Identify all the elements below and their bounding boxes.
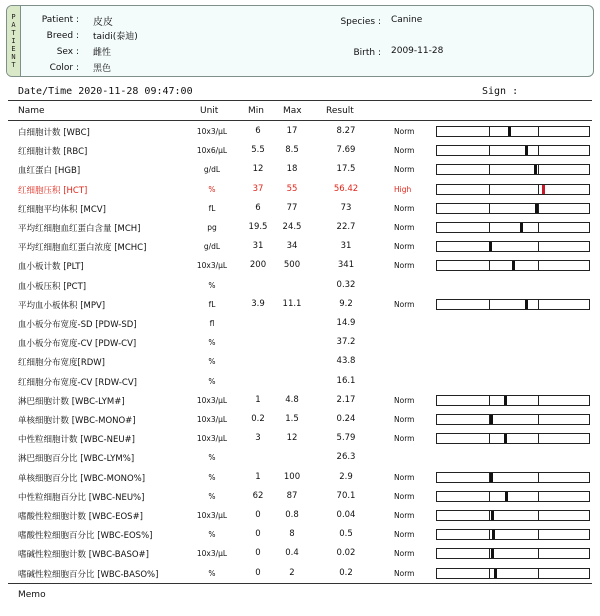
species-label: Species : <box>340 17 381 27</box>
color-label: Color : <box>49 63 79 73</box>
cell-name: 嗜碱性粒细胞计数 [WBC-BASO#] <box>18 550 149 561</box>
cell-flag: Norm <box>394 146 415 156</box>
range-divider <box>538 242 539 251</box>
cell-name: 红细胞平均体积 [MCV] <box>18 204 106 215</box>
col-name: Name <box>18 106 45 116</box>
range-divider <box>489 434 490 443</box>
cell-result: 70.1 <box>336 490 356 501</box>
cell-name: 白细胞计数 [WBC] <box>18 128 90 138</box>
cell-result: 14.9 <box>336 318 356 328</box>
col-max: Max <box>283 106 302 116</box>
table-row <box>8 373 592 392</box>
report-datetime: Date/Time 2020-11-28 09:47:00 <box>18 86 193 97</box>
cell-flag: Norm <box>394 415 415 424</box>
birth-label: Birth : <box>353 48 381 58</box>
result-marker <box>535 204 538 213</box>
cell-result: 9.2 <box>339 298 353 309</box>
cell-min: 31 <box>252 241 264 252</box>
sign-label: Sign : <box>482 86 519 97</box>
result-marker <box>491 511 494 520</box>
sex-label: Sex : <box>56 47 79 57</box>
table-row <box>8 545 592 564</box>
cell-flag: Norm <box>394 395 415 405</box>
range-bar <box>436 491 590 502</box>
cell-unit: % <box>208 376 216 386</box>
patient-tab-letter: I <box>11 37 16 45</box>
breed-label: Breed : <box>46 31 79 41</box>
cell-flag: Norm <box>394 549 415 559</box>
result-marker <box>512 261 515 270</box>
cell-unit: fl <box>209 319 215 328</box>
cell-unit: % <box>208 530 216 540</box>
cell-min: 37 <box>252 183 264 194</box>
range-bar <box>436 222 590 233</box>
cell-unit: 10x3/μL <box>196 261 228 271</box>
range-divider <box>538 261 539 270</box>
cell-flag: Norm <box>394 165 415 175</box>
range-divider <box>538 185 539 194</box>
table-row <box>8 334 592 353</box>
range-divider <box>489 127 490 136</box>
range-bar <box>436 414 590 425</box>
patient-tab-letter: P <box>11 13 16 21</box>
patient-tab-letter: N <box>11 53 16 61</box>
cell-max: 8.5 <box>285 145 299 156</box>
cell-name: 淋巴细胞百分比 [WBC-LYM%] <box>18 454 135 465</box>
range-divider <box>489 300 490 309</box>
table-row <box>8 526 592 545</box>
table-row <box>8 123 592 142</box>
patient-tab <box>7 6 21 76</box>
cell-name: 红细胞计数 [RBC] <box>18 147 88 158</box>
cell-max: 18 <box>286 164 298 175</box>
cell-min: 6 <box>255 126 261 136</box>
range-divider <box>538 511 539 520</box>
range-divider <box>489 165 490 174</box>
range-bar <box>436 548 590 559</box>
cell-unit: % <box>208 472 216 482</box>
table-row <box>8 257 592 276</box>
range-bar <box>436 260 590 271</box>
range-divider <box>538 300 539 309</box>
result-marker <box>534 165 537 174</box>
result-marker <box>520 223 523 232</box>
cell-flag: Norm <box>394 203 415 213</box>
result-marker <box>490 473 493 482</box>
result-marker <box>525 146 528 155</box>
cell-max: 0.4 <box>285 548 299 559</box>
range-divider <box>538 569 539 578</box>
cell-flag: Norm <box>394 491 415 501</box>
table-row <box>8 181 592 200</box>
cell-unit: fL <box>208 299 216 309</box>
patient-value: 皮皮 <box>93 17 113 28</box>
table-row <box>8 219 592 238</box>
range-bar <box>436 126 590 137</box>
cell-unit: pg <box>207 223 217 232</box>
cell-result: 0.32 <box>336 279 356 290</box>
cell-name: 平均红细胞血红蛋白浓度 [MCHC] <box>18 243 147 254</box>
range-divider <box>538 146 539 155</box>
result-marker <box>542 185 545 194</box>
range-divider <box>538 415 539 424</box>
cell-result: 26.3 <box>336 452 356 463</box>
cell-unit: % <box>208 338 216 348</box>
result-marker <box>505 492 508 501</box>
cell-min: 1 <box>255 471 261 482</box>
table-row <box>8 411 592 430</box>
cell-min: 1 <box>255 394 261 405</box>
cell-name: 嗜酸性粒细胞百分比 [WBC-EOS%] <box>18 531 153 542</box>
range-divider <box>489 511 490 520</box>
cell-flag: Norm <box>394 568 415 578</box>
result-marker <box>491 549 494 558</box>
range-divider <box>489 261 490 270</box>
cell-result: 7.69 <box>336 145 356 156</box>
cell-result: 43.8 <box>336 356 356 367</box>
cell-flag: Norm <box>394 511 415 520</box>
cell-result: 2.9 <box>339 471 353 482</box>
cell-name: 红细胞压积 [HCT] <box>18 185 88 196</box>
cell-flag: Norm <box>394 434 415 444</box>
table-row <box>8 430 592 449</box>
result-marker <box>508 127 511 136</box>
cell-result: 31 <box>340 241 352 252</box>
range-divider <box>538 223 539 232</box>
cell-result: 73 <box>340 202 352 213</box>
range-bar <box>436 164 590 175</box>
patient-tab-letter: T <box>11 61 16 69</box>
sex-value: 雌性 <box>93 48 112 58</box>
range-bar <box>436 472 590 483</box>
result-marker <box>504 396 507 405</box>
cell-max: 500 <box>283 260 301 271</box>
breed-value: taidi(泰迪) <box>93 32 138 42</box>
cell-max: 77 <box>286 202 298 213</box>
cell-min: 0 <box>255 510 261 520</box>
species-value: Canine <box>391 15 423 25</box>
cell-result: 8.27 <box>336 126 356 136</box>
table-row <box>8 238 592 257</box>
range-divider <box>489 549 490 558</box>
cell-flag: Norm <box>394 299 415 309</box>
columns-divider <box>8 120 592 121</box>
cell-result: 16.1 <box>336 375 356 386</box>
table-row <box>8 142 592 161</box>
cell-max: 1.5 <box>285 414 299 424</box>
result-marker <box>492 530 495 539</box>
cell-result: 37.2 <box>336 337 356 348</box>
cell-min: 200 <box>249 260 267 271</box>
memo-label: Memo <box>18 590 46 600</box>
patient-tab-letter: E <box>11 45 16 53</box>
cell-unit: 10x3/μL <box>196 395 228 405</box>
range-divider <box>489 204 490 213</box>
cell-name: 单核细胞计数 [WBC-MONO#] <box>18 416 136 426</box>
range-divider <box>489 530 490 539</box>
cell-result: 17.5 <box>336 164 356 175</box>
cell-flag: Norm <box>394 127 415 136</box>
cell-min: 0 <box>255 567 261 578</box>
cell-unit: 10x3/μL <box>196 415 228 424</box>
table-row <box>8 315 592 334</box>
patient-info-panel <box>6 5 594 77</box>
range-divider <box>489 569 490 578</box>
table-row <box>8 469 592 488</box>
table-row <box>8 449 592 468</box>
cell-result: 0.02 <box>336 548 356 559</box>
range-bar <box>436 433 590 444</box>
cell-flag: Norm <box>394 223 415 232</box>
table-row <box>8 392 592 411</box>
cell-name: 血小板分布宽度-SD [PDW-SD] <box>18 320 137 330</box>
patient-tab-letter: T <box>11 29 16 37</box>
cell-result: 0.2 <box>339 567 353 578</box>
cell-min: 62 <box>252 490 264 501</box>
col-result: Result <box>326 106 354 116</box>
cell-max: 24.5 <box>282 222 302 232</box>
cell-name: 嗜碱性粒细胞百分比 [WBC-BASO%] <box>18 569 159 580</box>
cell-name: 嗜酸性粒细胞计数 [WBC-EOS#] <box>18 512 144 522</box>
range-divider <box>489 396 490 405</box>
birth-value: 2009-11-28 <box>391 46 444 56</box>
cell-name: 平均红细胞血红蛋白含量 [MCH] <box>18 224 141 234</box>
cell-min: 3 <box>255 433 261 444</box>
cell-flag: Norm <box>394 472 415 482</box>
cell-unit: 10x3/μL <box>196 127 228 136</box>
cell-result: 56.42 <box>333 183 359 194</box>
table-row <box>8 353 592 372</box>
cell-result: 0.5 <box>339 529 353 540</box>
table-row <box>8 488 592 507</box>
cell-min: 0 <box>255 529 261 540</box>
cell-max: 4.8 <box>285 394 299 405</box>
result-marker <box>525 300 528 309</box>
cell-max: 0.8 <box>285 510 299 520</box>
cell-unit: % <box>208 453 216 463</box>
cell-flag: High <box>394 184 412 194</box>
cell-result: 2.17 <box>336 394 356 405</box>
color-value: 黑色 <box>93 64 112 74</box>
range-bar <box>436 184 590 195</box>
cell-unit: % <box>208 184 216 194</box>
range-divider <box>538 473 539 482</box>
cell-name: 血小板压积 [PCT] <box>18 281 87 292</box>
cell-min: 0.2 <box>251 414 265 424</box>
cell-max: 34 <box>286 241 298 252</box>
cell-result: 5.79 <box>336 433 356 444</box>
cell-unit: 10x3/μL <box>196 549 228 559</box>
cell-min: 3.9 <box>251 298 265 309</box>
cell-name: 中性粒细胞百分比 [WBC-NEU%] <box>18 492 145 503</box>
range-divider <box>538 127 539 136</box>
range-divider <box>538 396 539 405</box>
cell-name: 红细胞分布宽度-CV [RDW-CV] <box>18 377 137 388</box>
cell-min: 5.5 <box>251 145 265 156</box>
table-row <box>8 507 592 526</box>
cell-unit: % <box>208 357 216 367</box>
cell-name: 平均血小板体积 [MPV] <box>18 300 106 311</box>
cell-unit: % <box>208 491 216 501</box>
cell-max: 11.1 <box>282 298 302 309</box>
range-divider <box>489 492 490 501</box>
range-divider <box>489 223 490 232</box>
range-divider <box>538 530 539 539</box>
range-bar <box>436 529 590 540</box>
cell-name: 血小板分布宽度-CV [PDW-CV] <box>18 339 137 350</box>
range-bar <box>436 568 590 579</box>
cell-min: 19.5 <box>248 222 268 232</box>
cell-name: 单核细胞百分比 [WBC-MONO%] <box>18 473 146 484</box>
cell-name: 血红蛋白 [HGB] <box>18 166 81 177</box>
range-bar <box>436 510 590 521</box>
range-bar <box>436 241 590 252</box>
header-divider <box>8 100 592 101</box>
cell-unit: fL <box>208 203 216 213</box>
cell-name: 淋巴细胞计数 [WBC-LYM#] <box>18 396 125 407</box>
cell-name: 红细胞分布宽度[RDW] <box>18 358 105 369</box>
range-divider <box>538 165 539 174</box>
cell-unit: % <box>208 568 216 578</box>
cell-max: 55 <box>286 183 298 194</box>
range-divider <box>538 549 539 558</box>
cell-name: 血小板计数 [PLT] <box>18 262 84 273</box>
cell-result: 0.04 <box>336 510 356 520</box>
result-marker <box>504 434 507 443</box>
cell-max: 17 <box>286 126 298 136</box>
range-bar <box>436 145 590 156</box>
cell-min: 0 <box>255 548 261 559</box>
range-bar <box>436 203 590 214</box>
cell-unit: % <box>208 280 216 290</box>
range-bar <box>436 395 590 406</box>
result-marker <box>490 415 493 424</box>
cell-result: 22.7 <box>336 222 356 232</box>
table-row <box>8 200 592 219</box>
cell-unit: 10x3/μL <box>196 511 228 520</box>
patient-label: Patient : <box>41 15 79 25</box>
table-row <box>8 161 592 180</box>
cell-result: 341 <box>337 260 355 271</box>
cell-name: 中性粒细胞计数 [WBC-NEU#] <box>18 435 135 446</box>
table-row <box>8 296 592 315</box>
cell-unit: 10x3/μL <box>196 434 228 444</box>
cell-min: 6 <box>255 202 261 213</box>
result-marker <box>489 242 492 251</box>
cell-flag: Norm <box>394 530 415 540</box>
table-row <box>8 565 592 584</box>
range-divider <box>489 185 490 194</box>
range-bar <box>436 299 590 310</box>
table-row <box>8 277 592 296</box>
cell-result: 0.24 <box>336 414 356 424</box>
range-divider <box>538 492 539 501</box>
cell-max: 100 <box>283 471 301 482</box>
cell-max: 87 <box>286 490 298 501</box>
col-min: Min <box>248 106 264 116</box>
cell-max: 2 <box>289 567 295 578</box>
range-divider <box>489 146 490 155</box>
range-divider <box>538 204 539 213</box>
patient-tab-letter: A <box>11 21 16 29</box>
col-unit: Unit <box>200 106 219 116</box>
range-divider <box>538 434 539 443</box>
cell-min: 12 <box>252 164 264 175</box>
memo-divider <box>8 583 592 584</box>
result-marker <box>494 569 497 578</box>
cell-unit: g/dL <box>203 242 221 252</box>
cell-unit: g/dL <box>203 165 221 175</box>
cell-flag: Norm <box>394 261 415 271</box>
cell-flag: Norm <box>394 242 415 252</box>
cell-unit: 10x6/μL <box>196 146 228 156</box>
cell-max: 12 <box>286 433 298 444</box>
cell-max: 8 <box>289 529 295 540</box>
